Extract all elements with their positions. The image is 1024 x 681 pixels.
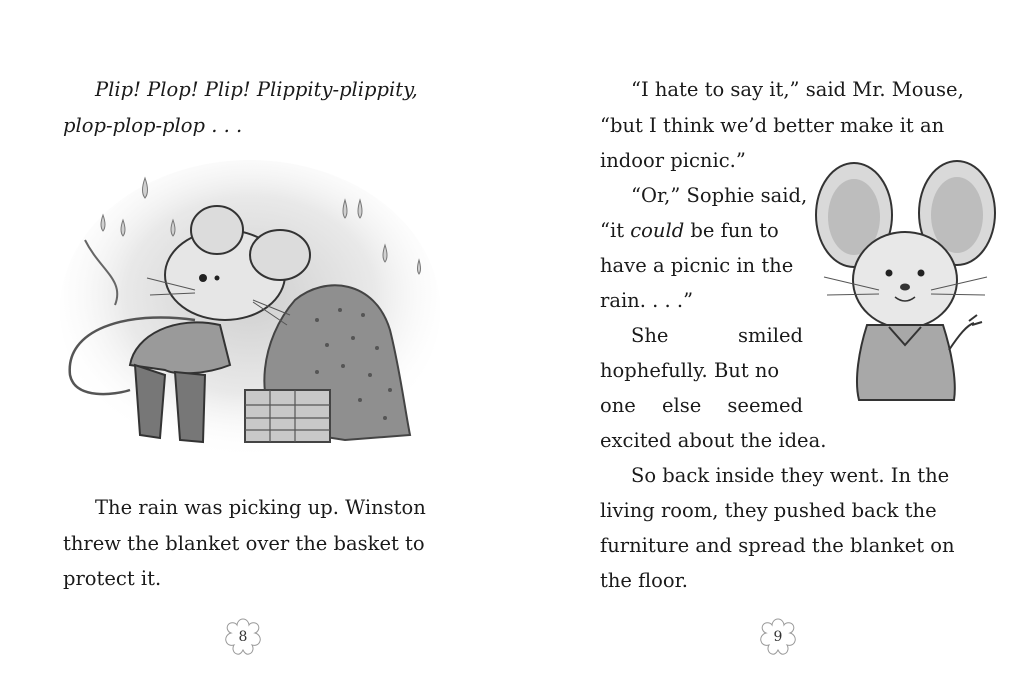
text-line-10-c: seemed	[727, 394, 803, 417]
text-line-15: the floor.	[600, 569, 688, 592]
text-line-8-a: She	[631, 324, 669, 347]
body-line-2: threw the blanket over the basket to	[63, 532, 425, 555]
sound-line-2: plop-plop-plop . . .	[63, 114, 243, 137]
text-line-14: furniture and spread the blanket on	[600, 534, 955, 557]
text-line-13: living room, they pushed back the	[600, 499, 937, 522]
right-page	[512, 0, 1024, 681]
sophie-mouse-illustration	[809, 155, 1004, 405]
text-line-6: have a picnic in the	[600, 254, 794, 277]
text-line-9: hophefully. But no	[600, 359, 780, 382]
body-line-3: protect it.	[63, 567, 162, 590]
page-number-badge	[757, 616, 799, 658]
text-line-5	[600, 213, 779, 248]
text-line-5-emphasis: could	[630, 219, 685, 242]
text-line-5-c: be fun to	[684, 219, 779, 242]
text-line-5-a: “it	[600, 219, 631, 242]
text-line-4: “Or,” Sophie said,	[631, 184, 808, 207]
text-line-10-a: one	[600, 394, 636, 417]
text-line-10	[600, 388, 803, 423]
text-line-10-b: else	[661, 394, 702, 417]
page-number-badge	[222, 616, 264, 658]
mouse-covering-basket-illustration	[55, 160, 440, 480]
text-line-11: excited about the idea.	[600, 429, 827, 452]
text-line-2: “but I think we’d better make it an	[600, 114, 945, 137]
text-line-8-b: smiled	[738, 324, 803, 347]
text-line-1: “I hate to say it,” said Mr. Mouse,	[631, 78, 964, 101]
body-line-1: The rain was picking up. Winston	[95, 496, 426, 519]
text-line-3: indoor picnic.”	[600, 149, 746, 172]
text-line-7: rain. . . .”	[600, 289, 694, 312]
page-number: 9	[773, 629, 783, 645]
page-number: 8	[238, 629, 248, 645]
text-line-12: So back inside they went. In the	[631, 464, 950, 487]
text-line-8	[631, 318, 803, 353]
sound-line-1: Plip! Plop! Plip! Plippity-plippity,	[95, 78, 418, 101]
